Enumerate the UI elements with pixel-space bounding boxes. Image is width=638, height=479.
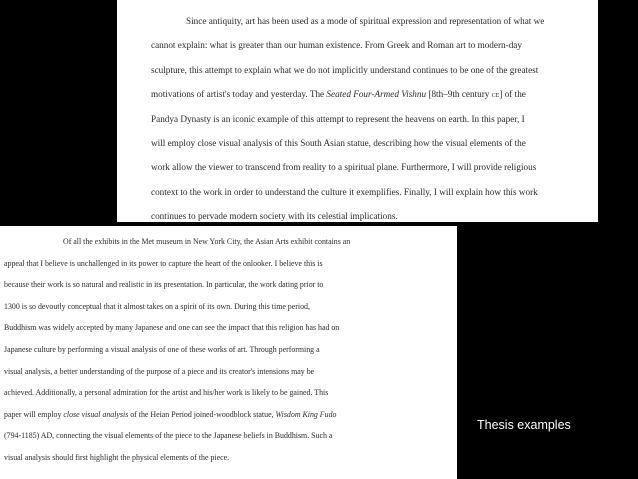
text-run: visual analysis should first highlight the physical elements of the piece.: [4, 452, 230, 462]
thesis-excerpt-vishnu: [117, 0, 598, 222]
paragraph: [151, 9, 586, 229]
text-line: [151, 204, 586, 228]
text-run: because their work is so natural and realistic in its presentation. In particular, the work dating prior to: [4, 280, 324, 290]
italic-title: Wisdom King Fudo: [275, 409, 337, 419]
thesis-excerpt-fudo: [0, 226, 457, 479]
text-run: cannot explain: what is greater than our human existence. From Greek and Roman art to modern-day: [151, 40, 522, 51]
text-line: [151, 155, 586, 179]
text-run: appeal that I believe is unchallenged in its power to capture the heart of the onlooker. I believe this is: [4, 258, 323, 268]
text-line: [151, 33, 586, 57]
text-run: ] of the: [499, 89, 526, 100]
text-run: motivations of artist's today and yesterday. The: [151, 89, 327, 100]
italic-title: close visual analysis: [63, 409, 129, 419]
text-line: [4, 447, 451, 469]
paragraph: [4, 231, 451, 469]
text-run: visual analysis, a better understanding of the purpose of a piece and its creator's intensions may be: [4, 366, 315, 376]
text-run: will employ close visual analysis of this South Asian statue, describing how the visual elements of the: [151, 138, 526, 149]
text-line: [151, 180, 586, 204]
text-run: [8th–9th century: [426, 89, 492, 100]
text-run: paper will employ: [4, 409, 64, 419]
text-run: of the Heian Period joined-woodblock statue,: [128, 409, 276, 419]
text-run: sculpture, this attempt to explain what we do not implicitly understand continues to be one of the greatest: [151, 64, 539, 75]
text-run: continues to pervade modern society with its celestial implications.: [151, 211, 398, 222]
text-line: [4, 317, 451, 339]
text-run: Pandya Dynasty is an iconic example of this attempt to represent the heavens on earth. In this paper, I: [151, 113, 525, 124]
text-line: [4, 274, 451, 296]
text-line: [151, 131, 586, 155]
text-line: [151, 9, 586, 33]
text-run: 1300 is so devoutly conceptual that it almost takes on a spirit of its own. During this time period,: [4, 301, 310, 311]
text-run: Of all the exhibits in the Met museum in New York City, the Asian Arts exhibit contains an: [63, 237, 351, 246]
text-line: [4, 404, 451, 426]
text-run: Buddhism was widely accepted by many Japanese and one can see the impact that this religion has had on: [4, 323, 340, 333]
text-line: [4, 296, 451, 318]
text-line: [151, 58, 586, 82]
text-run: ce: [491, 89, 500, 100]
text-run: Since antiquity, art has been used as a mode of spiritual expression and representation of what we: [186, 16, 545, 26]
text-line: [4, 253, 451, 275]
text-run: context to the work in order to understand the culture it exemplifies. Finally, I will explain how this work: [151, 186, 538, 197]
text-run: achieved. Additionally, a personal admiration for the artist and his/her work is likely to be gained. This: [4, 388, 329, 398]
italic-title: Seated Four-Armed Vishnu: [326, 89, 427, 100]
text-line: [4, 339, 451, 361]
text-run: Japanese culture by performing a visual analysis of one of these works of art. Through performing a: [4, 344, 320, 354]
text-line: [151, 82, 586, 106]
slide-caption: Thesis examples: [477, 418, 571, 432]
text-line: [151, 107, 586, 131]
text-line: [4, 231, 451, 253]
text-run: (794-1185) AD, connecting the visual elements of the piece to the Japanese beliefs in Buddhism. Such a: [4, 431, 333, 441]
text-run: work allow the viewer to transcend from reality to a spiritual plane. Furthermore, I will provide religious: [151, 162, 537, 173]
text-line: [4, 382, 451, 404]
text-line: [4, 425, 451, 447]
text-line: [4, 361, 451, 383]
